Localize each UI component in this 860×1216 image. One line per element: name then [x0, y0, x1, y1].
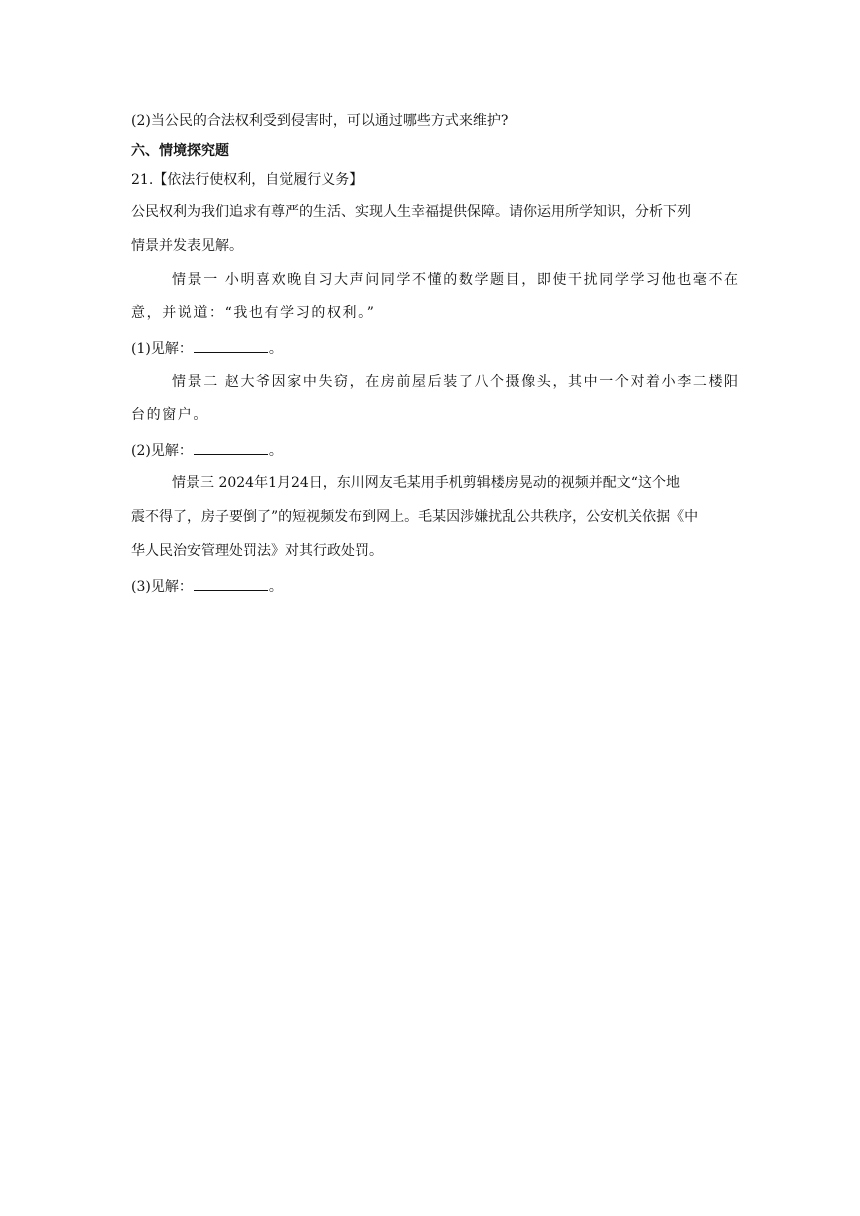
answer3-label: (3)见解： [131, 579, 193, 595]
question21-intro-line2: 情景并发表见解。 [131, 238, 243, 254]
answer1-label: (1)见解： [131, 341, 193, 357]
answer1-end: 。 [268, 341, 283, 357]
question-part2-text: (2)当公民的合法权利受到侵害时，可以通过哪些方式来维护? [131, 113, 509, 129]
answer3-blank[interactable] [194, 576, 268, 591]
answer2-line [131, 440, 731, 461]
question21-intro-line1: 公民权利为我们追求有尊严的生活、实现人生幸福提供保障。请你运用所学知识，分析下列 [131, 204, 691, 220]
scene3-line3: 华人民治安管理处罚法》对其行政处罚。 [131, 543, 383, 559]
answer1-blank[interactable] [194, 338, 268, 353]
answer1-line [131, 338, 731, 359]
scene2-line2: 台的窗户。 [131, 407, 209, 423]
answer2-blank[interactable] [194, 440, 268, 455]
question21-title: 21.【依法行使权利，自觉履行义务】 [131, 172, 364, 188]
scene3-line2: 震不得了，房子要倒了”的短视频发布到网上。毛某因涉嫌扰乱公共秩序，公安机关依据《中 [131, 509, 699, 525]
answer3-line [131, 576, 731, 597]
scene3-line1: 情景三 2024年1月24日，东川网友毛某用手机剪辑楼房晃动的视频并配文“这个地 [172, 475, 680, 491]
answer3-end: 。 [268, 579, 283, 595]
scene1-line1: 情景一 小明喜欢晚自习大声问同学不懂的数学题目，即使干扰同学学习他也毫不在 [172, 272, 740, 288]
answer2-label: (2)见解： [131, 443, 193, 459]
scene1-line2: 意，并说道：“我也有学习的权利。” [131, 305, 376, 321]
scene2-line1: 情景二 赵大爷因家中失窃，在房前屋后装了八个摄像头，其中一个对着小李二楼阳 [172, 374, 740, 390]
section-title: 六、情境探究题 [131, 143, 229, 159]
answer2-end: 。 [268, 443, 283, 459]
